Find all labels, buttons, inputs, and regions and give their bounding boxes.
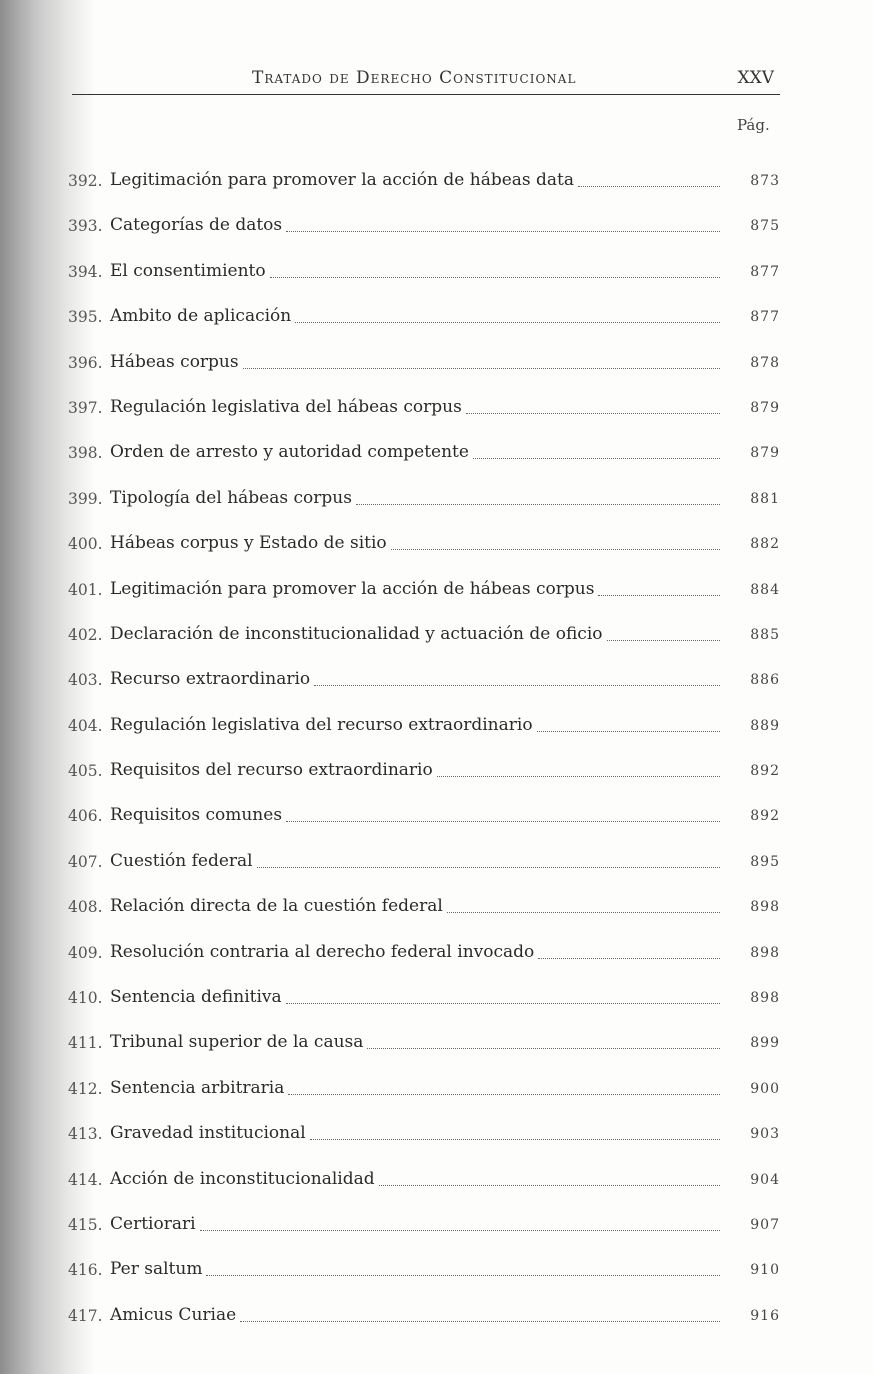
toc-entry-title: El consentimiento [110, 260, 266, 281]
toc-entry-title: Cuestión federal [110, 850, 253, 871]
toc-entry-number: 402. [68, 625, 103, 644]
toc-entry-number: 405. [68, 762, 103, 781]
toc-entry-page: 881 [750, 490, 780, 507]
toc-entry-title: Certiorari [110, 1213, 196, 1234]
dot-leader [598, 579, 720, 596]
dot-leader [473, 442, 720, 459]
toc-entry-page: 903 [750, 1126, 780, 1143]
toc-entry [68, 1214, 780, 1259]
toc-entry-page: 907 [750, 1216, 780, 1233]
toc-entry [68, 579, 780, 624]
dot-leader [288, 1078, 720, 1095]
table-of-contents [68, 170, 780, 1350]
toc-entry-number: 404. [68, 716, 103, 735]
toc-entry-page: 889 [750, 717, 780, 734]
dot-leader [270, 261, 720, 278]
dot-leader [243, 352, 720, 369]
dot-leader [391, 533, 720, 550]
toc-entry-title: Tipología del hábeas corpus [110, 487, 352, 508]
toc-entry-number: 414. [68, 1170, 103, 1189]
toc-entry [68, 1123, 780, 1168]
toc-entry [68, 987, 780, 1032]
toc-entry-title: Hábeas corpus [110, 351, 239, 372]
toc-entry-title: Regulación legislativa del recurso extraordinario [110, 714, 533, 735]
toc-entry [68, 669, 780, 714]
toc-entry-number: 394. [68, 262, 103, 281]
toc-entry-number: 403. [68, 671, 103, 690]
dot-leader [379, 1169, 720, 1186]
toc-entry [68, 170, 780, 215]
toc-entry-title: Legitimación para promover la acción de hábeas data [110, 170, 575, 190]
toc-entry-page: 885 [750, 626, 780, 643]
toc-entry [68, 397, 780, 442]
toc-entry-page: 895 [750, 853, 780, 870]
toc-entry [68, 306, 780, 351]
dot-leader [286, 987, 720, 1004]
toc-entry [68, 215, 780, 260]
dot-leader [240, 1305, 720, 1322]
toc-entry-number: 417. [68, 1306, 103, 1325]
toc-entry-number: 408. [68, 898, 103, 917]
toc-entry-page: 904 [750, 1171, 780, 1188]
toc-entry-title: Regulación legislativa del hábeas corpus [110, 396, 462, 417]
dot-leader [447, 896, 720, 913]
dot-leader [466, 397, 720, 414]
toc-entry-page: 873 [750, 173, 780, 189]
toc-entry-page: 898 [750, 899, 780, 916]
toc-entry-page: 900 [750, 1080, 780, 1097]
toc-entry-title: Categorías de datos [110, 215, 283, 236]
toc-entry-number: 409. [68, 943, 103, 962]
toc-entry-number: 400. [68, 535, 103, 554]
toc-entry [68, 851, 780, 896]
toc-entry-title: Legitimación para promover la acción de hábeas corpus [110, 578, 595, 599]
toc-entry-title: Hábeas corpus y Estado de sitio [110, 533, 387, 554]
toc-entry-number: 401. [68, 580, 103, 599]
toc-entry [68, 1032, 780, 1077]
toc-entry-title: Sentencia arbitraria [110, 1077, 285, 1098]
toc-entry-page: 892 [750, 763, 780, 780]
toc-entry-number: 395. [68, 308, 103, 327]
toc-entry-page: 879 [750, 445, 780, 462]
toc-entry-page: 878 [750, 354, 780, 371]
toc-entry-number: 407. [68, 852, 103, 871]
dot-leader [200, 1214, 720, 1231]
toc-entry-page: 877 [750, 309, 780, 326]
toc-entry-title: Resolución contraria al derecho federal invocado [110, 941, 535, 962]
toc-entry-title: Gravedad institucional [110, 1123, 306, 1144]
toc-entry-page: 879 [750, 399, 780, 416]
toc-entry-page: 892 [750, 808, 780, 825]
dot-leader [206, 1259, 720, 1276]
toc-entry [68, 442, 780, 487]
toc-entry-page: 875 [750, 218, 780, 235]
dot-leader [607, 624, 721, 641]
toc-entry-title: Recurso extraordinario [110, 669, 311, 690]
toc-entry-number: 413. [68, 1125, 103, 1144]
toc-entry [68, 805, 780, 850]
dot-leader [367, 1032, 720, 1049]
running-header [72, 64, 780, 95]
toc-entry-page: 884 [750, 581, 780, 598]
toc-entry [68, 624, 780, 669]
toc-entry-number: 392. [68, 172, 103, 190]
toc-entry-page: 877 [750, 263, 780, 280]
toc-entry-title: Tribunal superior de la causa [110, 1032, 364, 1053]
book-title: Tratado de Derecho Constitucional [252, 68, 577, 88]
toc-entry-number: 399. [68, 489, 103, 508]
toc-entry-title: Amicus Curiae [110, 1304, 237, 1325]
dot-leader [314, 669, 720, 686]
toc-entry-title: Orden de arresto y autoridad competente [110, 442, 469, 463]
toc-entry-title: Relación directa de la cuestión federal [110, 896, 443, 917]
dot-leader [286, 805, 720, 822]
toc-entry-number: 393. [68, 217, 103, 236]
dot-leader [310, 1123, 720, 1140]
page-number: XXV [737, 68, 774, 88]
dot-leader [286, 215, 720, 232]
dot-leader [295, 306, 720, 323]
toc-entry-page: 916 [750, 1307, 780, 1324]
toc-entry-number: 410. [68, 989, 103, 1008]
toc-entry [68, 488, 780, 533]
toc-entry [68, 896, 780, 941]
toc-entry-title: Requisitos del recurso extraordinario [110, 760, 433, 781]
toc-entry [68, 1305, 780, 1350]
dot-leader [537, 715, 720, 732]
toc-entry-number: 415. [68, 1215, 103, 1234]
toc-entry-title: Requisitos comunes [110, 805, 283, 826]
toc-entry-page: 886 [750, 672, 780, 689]
dot-leader [257, 851, 720, 868]
toc-entry [68, 261, 780, 306]
toc-entry [68, 942, 780, 987]
toc-entry-page: 910 [750, 1262, 780, 1279]
dot-leader [538, 942, 720, 959]
toc-entry-number: 411. [68, 1034, 103, 1053]
toc-entry [68, 1078, 780, 1123]
toc-entry-title: Per saltum [110, 1259, 203, 1280]
toc-entry-title: Acción de inconstitucionalidad [110, 1168, 375, 1189]
page-column-label: Pág. [737, 116, 770, 134]
toc-entry-number: 412. [68, 1079, 103, 1098]
toc-entry-title: Sentencia definitiva [110, 987, 282, 1008]
toc-entry [68, 715, 780, 760]
toc-entry-page: 898 [750, 990, 780, 1007]
toc-entry [68, 352, 780, 397]
toc-entry-page: 898 [750, 944, 780, 961]
toc-entry [68, 1169, 780, 1214]
toc-entry-number: 406. [68, 807, 103, 826]
toc-entry-number: 398. [68, 444, 103, 463]
toc-entry-page: 899 [750, 1035, 780, 1052]
toc-entry-number: 397. [68, 398, 103, 417]
toc-entry-title: Ambito de aplicación [110, 306, 292, 327]
toc-entry [68, 760, 780, 805]
toc-entry-page: 882 [750, 536, 780, 553]
dot-leader [356, 488, 720, 505]
toc-entry-number: 416. [68, 1261, 103, 1280]
toc-entry [68, 1259, 780, 1304]
toc-entry [68, 533, 780, 578]
toc-entry-title: Declaración de inconstitucionalidad y actuación de oficio [110, 623, 603, 644]
dot-leader [578, 170, 720, 187]
dot-leader [437, 760, 720, 777]
toc-entry-number: 396. [68, 353, 103, 372]
